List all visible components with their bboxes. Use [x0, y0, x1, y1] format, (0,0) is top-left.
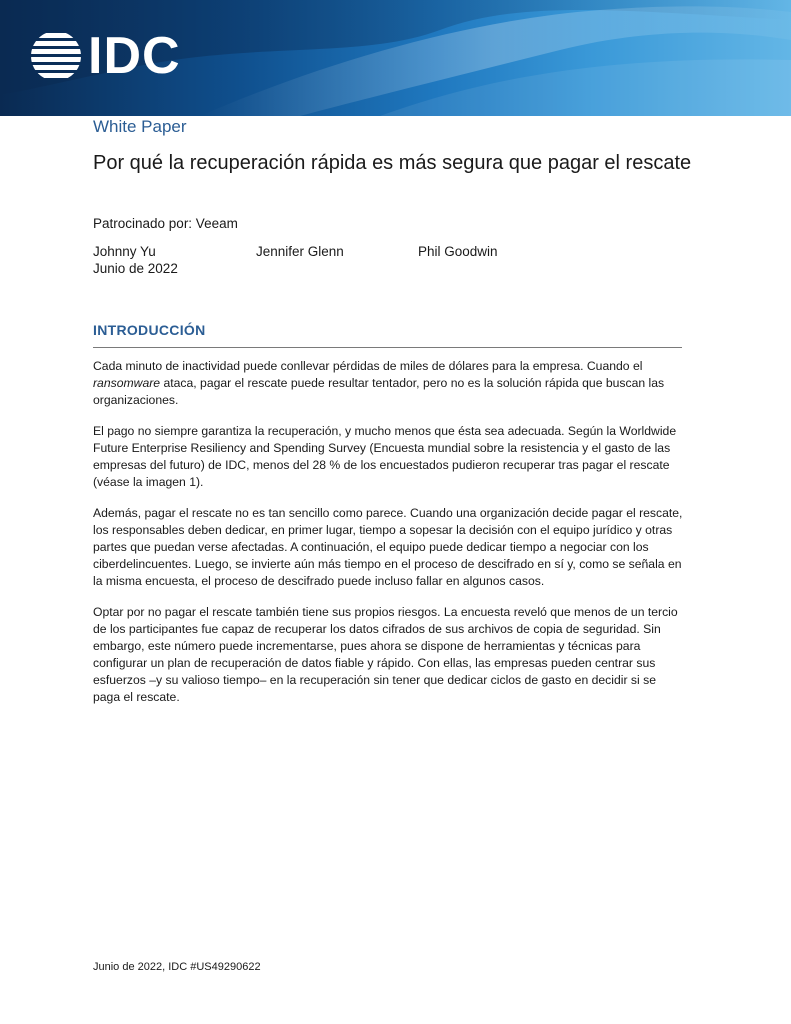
emphasis-term: ransomware: [93, 376, 161, 390]
header-banner: [0, 0, 791, 116]
author-name: Jennifer Glenn: [256, 244, 344, 259]
document-type: White Paper: [93, 117, 187, 136]
logo-wordmark: IDC: [88, 27, 181, 85]
paragraph: Además, pagar el rescate no es tan sencillo como parece. Cuando una organización decide pagar el rescate, los responsables deben dedicar, en primer lugar, tiempo a sopesar la decisión con el equipo jurídico y otras partes que puedan verse afectadas. A continuación, el equipo puede dedicar tiempo a negociar con los ciberdelincuentes. Luego, se invierte aún más tiempo en el proceso de descifrado en sí y, como se señala en la misma encuesta, el proceso de descifrado puede incluso fallar en algunos casos.: [93, 506, 683, 588]
idc-logo: [30, 27, 181, 85]
page-footer: Junio de 2022, IDC #US49290622: [93, 961, 261, 973]
section-divider: [93, 347, 682, 348]
section-body: [93, 358, 685, 720]
publication-date: Junio de 2022: [93, 261, 178, 276]
paragraph: Optar por no pagar el rescate también tiene sus propios riesgos. La encuesta reveló que menos de un tercio de los participantes fue capaz de recuperar los datos cifrados de sus archivos de copia de seguridad. Sin embargo, este número puede incrementarse, pues ahora se dispone de herramientas y técnicas para configurar un plan de recuperación de datos fiable y rápido. Con ellas, las empresas pueden centrar sus esfuerzos –y su valioso tiempo– en la recuperación sin tener que dedicar ciclos de gasto en decidir si se paga el rescate.: [93, 605, 678, 704]
author-list: [93, 244, 693, 262]
document-title: Por qué la recuperación rápida es más segura que pagar el rescate: [93, 152, 692, 174]
author-name: Phil Goodwin: [418, 244, 498, 259]
paragraph: El pago no siempre garantiza la recuperación, y mucho menos que ésta sea adecuada. Según la Worldwide Future Enterprise Resiliency and Spending Survey (Encuesta mundial sobre la resistencia y el gasto de las empresas del futuro) de IDC, menos del 28 % de los encuestados pudieron recuperar tras pagar el rescate (véase la imagen 1).: [93, 424, 677, 489]
section-heading: INTRODUCCIÓN: [93, 322, 206, 338]
sponsor-line: Patrocinado por: Veeam: [93, 216, 238, 231]
paragraph: Cada minuto de inactividad puede conllevar pérdidas de miles de dólares para la empresa. Cuando el ransomware ataca, pagar el rescate puede resultar tentador, pero no es la solución rápida que buscan las organizaciones.: [93, 359, 665, 407]
author-name: Johnny Yu: [93, 244, 156, 259]
globe-icon: [30, 30, 82, 82]
